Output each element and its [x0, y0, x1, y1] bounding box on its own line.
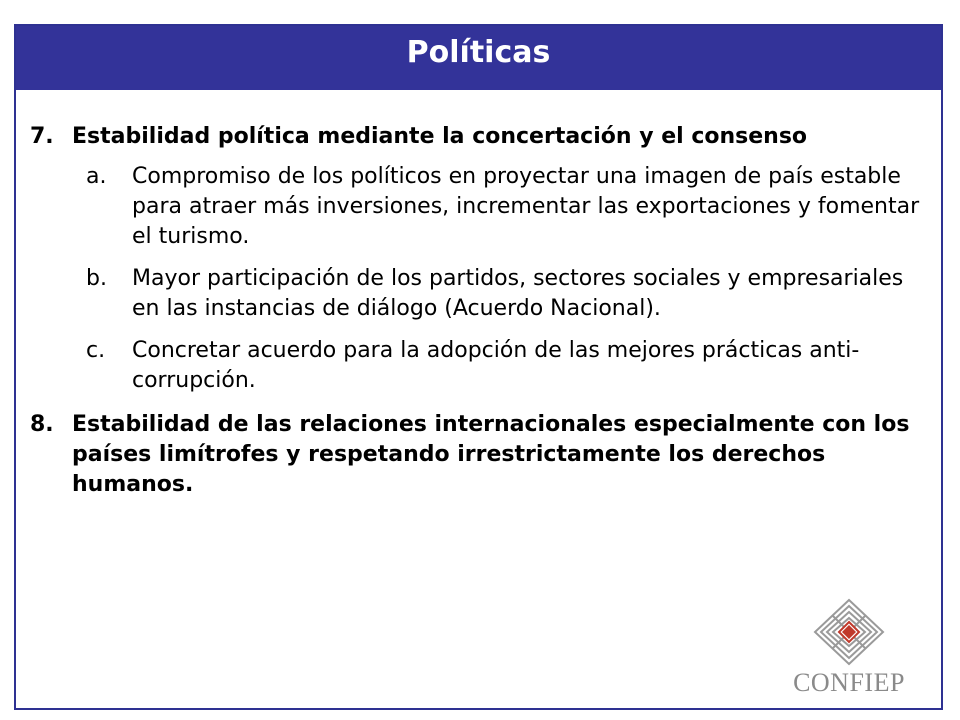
sub-item-c: [86, 336, 930, 396]
sub-item-text: Concretar acuerdo para la adopción de las mejores prácticas anti-corrupción.: [132, 338, 860, 393]
sub-item-a: [86, 162, 930, 252]
slide-frame: [14, 24, 943, 710]
sub-item-b: [86, 264, 930, 324]
sub-item-letter: b.: [86, 266, 107, 291]
sub-item-letter: a.: [86, 164, 107, 189]
logo-text: CONFIEP: [793, 668, 905, 697]
list-item-8: [30, 410, 930, 500]
item-number: 8.: [30, 412, 54, 437]
sub-list: [30, 162, 930, 396]
item-text: Estabilidad política mediante la concertación y el consenso: [72, 124, 808, 149]
item-number: 7.: [30, 124, 54, 149]
sub-item-text: Mayor participación de los partidos, sectores sociales y empresariales en las instancias de diálogo (Acuerdo Nacional).: [132, 266, 904, 321]
list-item-7: [30, 122, 930, 152]
content-list: [30, 122, 930, 514]
sub-item-text: Compromiso de los políticos en proyectar una imagen de país estable para atraer más inversiones, incrementar las exportaciones y fomentar el turismo.: [132, 164, 920, 249]
item-text: Estabilidad de las relaciones internacionales especialmente con los países limítrofes y respetando irrestrictamente los derechos humanos.: [72, 412, 910, 497]
confiep-emblem-icon: [813, 598, 885, 666]
sub-item-letter: c.: [86, 338, 106, 363]
confiep-logo: [779, 598, 919, 698]
slide-title: Políticas: [16, 26, 941, 90]
